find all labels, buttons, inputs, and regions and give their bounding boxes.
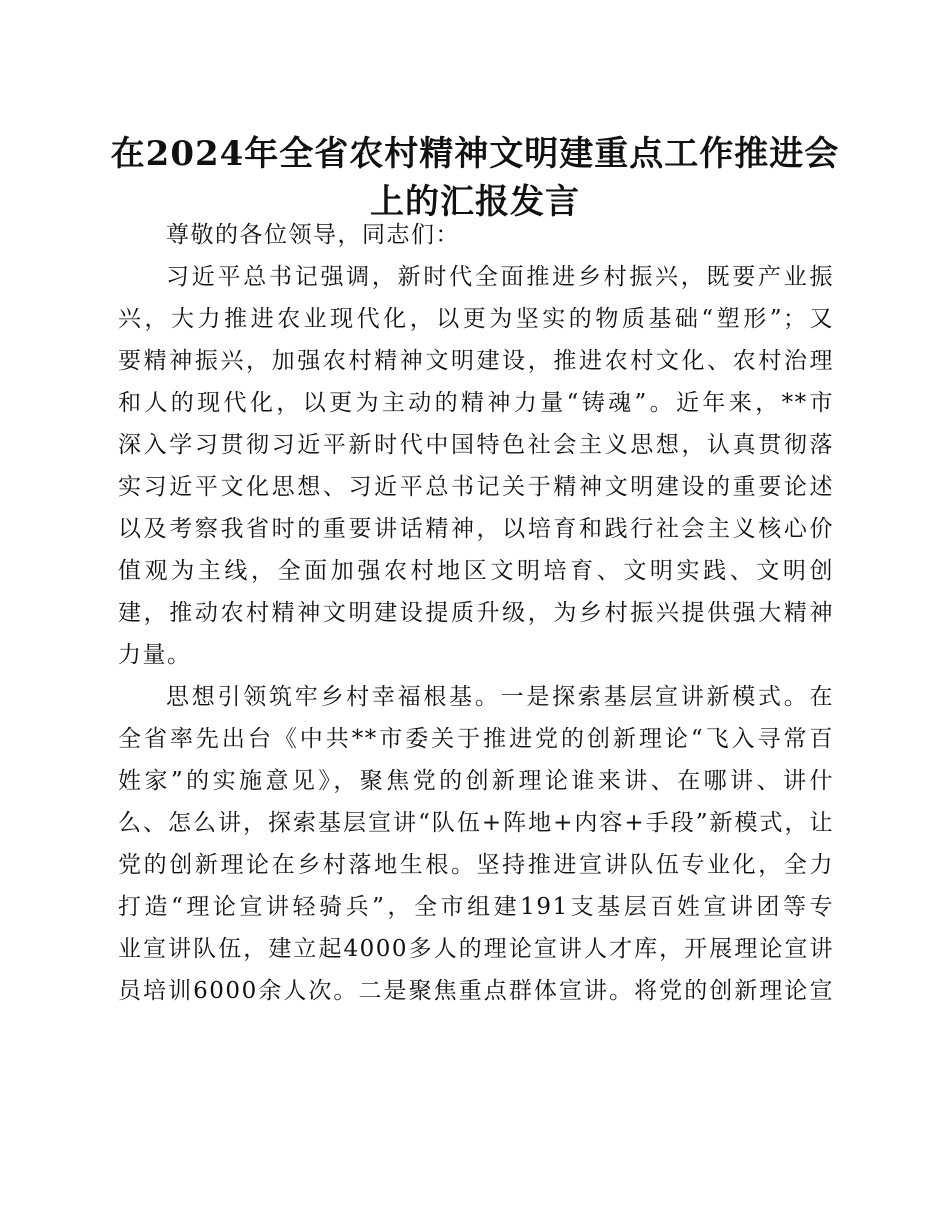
paragraph-line: 建，推动农村精神文明建设提质升级，为乡村振兴提供强大精神 bbox=[118, 600, 834, 626]
title-line-2: 上的汇报发言 bbox=[370, 182, 580, 222]
paragraph-line: 员培训6000余人次。二是聚焦重点群体宣讲。将党的创新理论宣 bbox=[118, 978, 834, 1004]
paragraph-line: 习近平总书记强调，新时代全面推进乡村振兴，既要产业振 bbox=[166, 264, 834, 290]
paragraph-line: 姓家”的实施意见》，聚焦党的创新理论谁来讲、在哪讲、讲什 bbox=[118, 768, 834, 794]
paragraph-line: 力量。 bbox=[118, 642, 192, 668]
salutation-line: 尊敬的各位领导，同志们： bbox=[166, 222, 460, 248]
paragraph-line: 业宣讲队伍，建立起4000多人的理论宣讲人才库，开展理论宣讲 bbox=[118, 936, 834, 962]
document-body bbox=[118, 214, 834, 1012]
paragraph-line: 要精神振兴，加强农村精神文明建设，推进农村文化、农村治理 bbox=[118, 348, 834, 374]
paragraph-line: 么、怎么讲，探索基层宣讲“队伍+阵地+内容+手段”新模式，让 bbox=[118, 810, 834, 836]
paragraph-line: 思想引领筑牢乡村幸福根基。一是探索基层宣讲新模式。在 bbox=[166, 684, 834, 710]
paragraph-line: 和人的现代化，以更为主动的精神力量“铸魂”。近年来，**市 bbox=[118, 390, 834, 416]
paragraph-line: 实习近平文化思想、习近平总书记关于精神文明建设的重要论述 bbox=[118, 474, 834, 500]
document-title bbox=[110, 130, 840, 226]
paragraph-line: 党的创新理论在乡村落地生根。坚持推进宣讲队伍专业化，全力 bbox=[118, 852, 834, 878]
paragraph-line: 以及考察我省时的重要讲话精神，以培育和践行社会主义核心价 bbox=[118, 516, 834, 542]
paragraph-line: 全省率先出台《中共**市委关于推进党的创新理论“飞入寻常百 bbox=[118, 726, 834, 752]
title-line-1: 在2024年全省农村精神文明建重点工作推进会 bbox=[110, 134, 840, 174]
paragraph-line: 深入学习贯彻习近平新时代中国特色社会主义思想，认真贯彻落 bbox=[118, 432, 834, 458]
paragraph-line: 兴，大力推进农业现代化，以更为坚实的物质基础“塑形”；又 bbox=[118, 306, 834, 332]
paragraph-line: 值观为主线，全面加强农村地区文明培育、文明实践、文明创 bbox=[118, 558, 834, 584]
paragraph-line: 打造“理论宣讲轻骑兵”，全市组建191支基层百姓宣讲团等专 bbox=[118, 894, 834, 920]
